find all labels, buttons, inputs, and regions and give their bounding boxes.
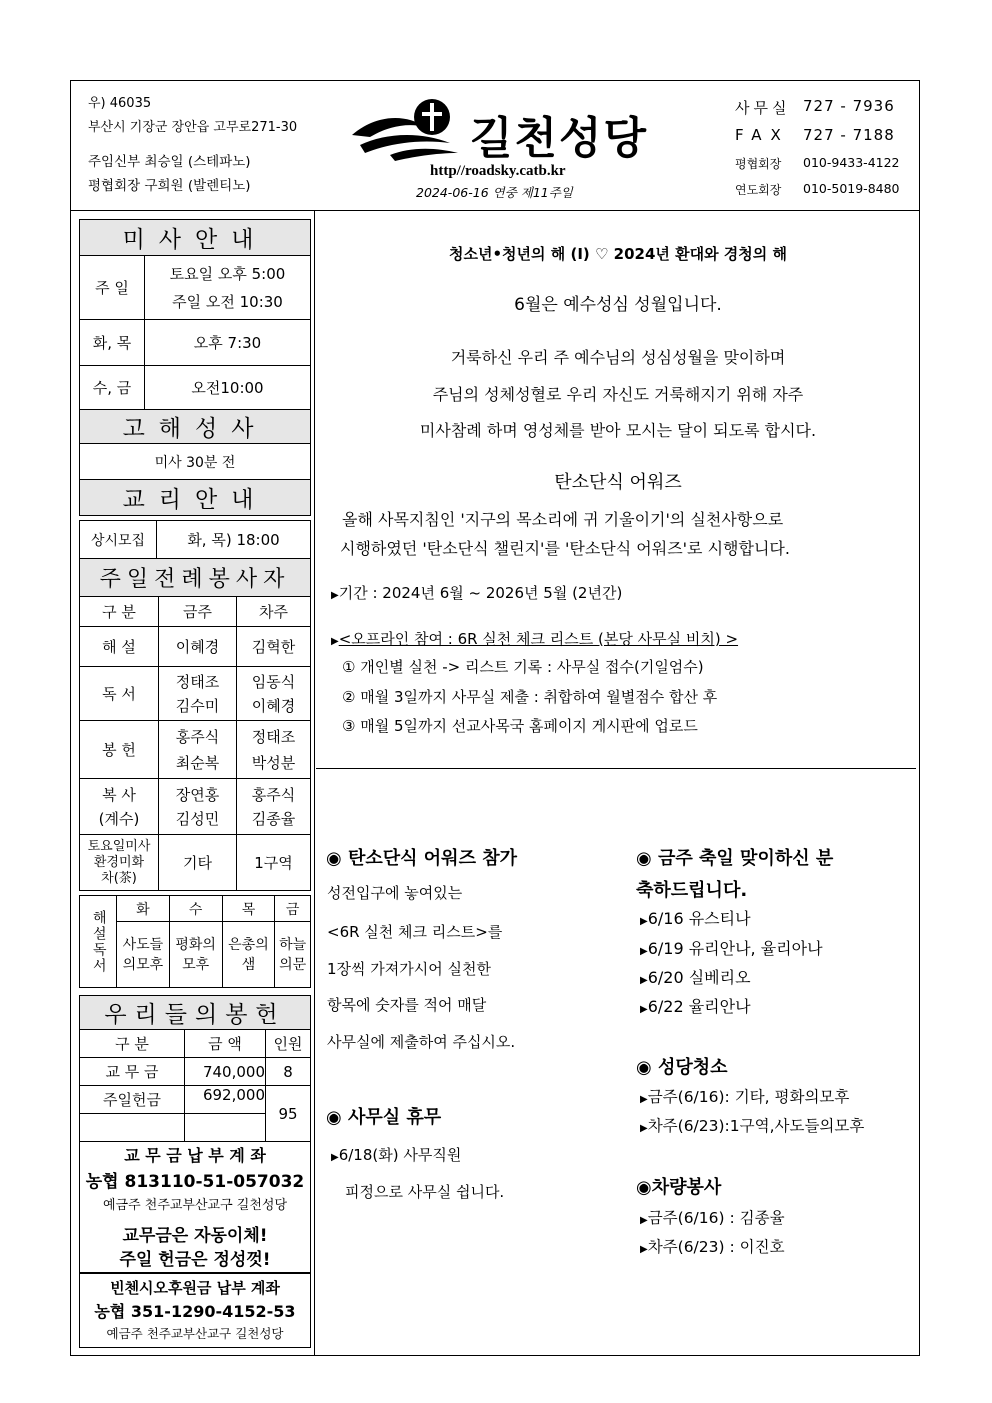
triangle-icon: ▶ (640, 1123, 648, 1134)
servers-header-role: 구 분 (80, 597, 159, 627)
triangle-icon: ▶ (640, 1004, 648, 1015)
mass-day-sunday: 주 일 (80, 256, 145, 320)
awards-title: 탄소단식 어워즈 (554, 472, 682, 493)
website: http//roadsky.catb.kr (430, 163, 566, 179)
feast-title-2: 축하드립니다. (636, 880, 748, 901)
mass-day-tue: 화, 목 (80, 320, 145, 366)
triangle-icon: ▶ (640, 975, 648, 986)
council-president: 평협회장 구희원 (발렌티노) (88, 178, 251, 194)
office-line-1: 6/18(화) 사무직원 (338, 1146, 462, 1164)
month-title: 6월은 예수성심 성월입니다. (514, 295, 722, 315)
offering-header-amount: 금 액 (185, 1030, 266, 1058)
feast-item-4 (640, 994, 751, 1017)
vehicle-item-1 (640, 1206, 785, 1228)
offering-amount-dues: 740,000 (185, 1058, 266, 1086)
participate-line-5: 사무실에 제출하여 주십시오. (327, 1033, 516, 1051)
weekday-group-fri: 하늘 의문 (275, 922, 311, 988)
section-divider (316, 768, 916, 769)
weekday-day-thu: 목 (222, 896, 275, 922)
offering-title: 우리들의봉헌 (80, 996, 311, 1030)
catechism-value: 화, 목) 18:00 (157, 521, 311, 559)
period-text: 기간 : 2024년 6월 ~ 2026년 5월 (2년간) (338, 584, 623, 602)
server-this-altar-1: 장연홍 (175, 785, 220, 804)
confession-text: 미사 30분 전 (80, 444, 311, 480)
account-number: 농협 813110-51-057032 (85, 1172, 305, 1192)
triangle-icon: ▶ (640, 1215, 648, 1226)
church-logo-icon (350, 95, 470, 165)
participate-line-4: 항목에 숫자를 적어 매달 (327, 996, 487, 1014)
vehicle-text-1: 금주(6/16) : 김종율 (647, 1209, 785, 1227)
notice-auto-transfer: 교무금은 자동이체! (122, 1226, 268, 1246)
month-line-3: 미사참례 하며 영성체를 받아 모시는 달이 되도록 합시다. (419, 421, 817, 440)
mass-title: 미사안내 (80, 220, 311, 256)
participate-line-3: 1장씩 가져가시어 실천한 (327, 960, 491, 978)
contact-label-office: 사무실 (735, 99, 791, 117)
feast-text-1: 6/16 유스티나 (647, 909, 751, 928)
office-title: ◉ 사무실 휴무 (326, 1107, 442, 1128)
awards-line-2: 시행하였던 '탄소단식 챌린지'를 '탄소단식 어워즈'로 시행합니다. (340, 539, 790, 558)
mass-time-sat: 토요일 오후 5:00 (169, 264, 286, 283)
column-divider (314, 210, 315, 1356)
contact-value-council: 010-9433-4122 (803, 155, 900, 170)
contact-label-fax: FAX (735, 126, 790, 144)
server-this-commentary: 이혜경 (159, 627, 237, 667)
offering-header-label: 구 분 (80, 1030, 185, 1058)
vincent-title: 빈첸시오후원금 납부 계좌 (110, 1279, 280, 1297)
month-line-2: 주님의 성체성혈로 우리 자신도 거룩해지기 위해 자주 (432, 385, 804, 404)
confession-title: 고해성사 (80, 410, 311, 444)
offering-count-sunday: 95 (266, 1086, 311, 1142)
offline-line (331, 628, 738, 649)
server-this-offertory-1: 홍주식 (175, 727, 220, 746)
server-next-offertory-1: 정태조 (251, 727, 296, 746)
contact-value-yeondo: 010-5019-8480 (803, 181, 900, 196)
participate-title: ◉ 탄소단식 어워즈 참가 (326, 848, 517, 869)
mass-day-wed: 수, 금 (80, 366, 145, 410)
cleaning-title: ◉ 성당청소 (636, 1057, 728, 1078)
awards-line-1: 올해 사목지침인 '지구의 목소리에 귀 기울이기'의 실천사항으로 (342, 510, 784, 529)
server-next-reading-1: 임동식 (251, 672, 296, 691)
feast-item-2 (640, 936, 823, 959)
vincent-holder: 예금주 천주교부산교구 길천성당 (106, 1326, 284, 1341)
server-next-environment: 1구역 (237, 835, 311, 891)
server-this-environment: 기타 (159, 835, 237, 891)
server-next-reading-2: 이혜경 (251, 696, 296, 715)
server-role-environment: 토요일미사 환경미화 차(茶) (80, 835, 159, 891)
priest: 주임신부 최승일 (스테파노) (88, 154, 251, 170)
weekday-readers-table (79, 895, 311, 988)
account-holder: 예금주 천주교부산교구 길천성당 (102, 1198, 288, 1213)
offering-label-dues: 교 무 금 (80, 1058, 185, 1086)
weekday-group-thu: 은총의 샘 (222, 922, 275, 988)
weekday-day-fri: 금 (275, 896, 311, 922)
feast-text-2: 6/19 유리안나, 율리아나 (647, 939, 823, 958)
server-role-altar: 복 사 (계수) (80, 779, 159, 835)
offering-header-count: 인원 (266, 1030, 311, 1058)
mass-table (79, 219, 311, 516)
feast-item-3 (640, 965, 751, 988)
triangle-icon: ▶ (331, 590, 339, 601)
server-next-altar-2: 김종율 (251, 809, 296, 828)
server-next-altar-1: 홍주식 (251, 785, 296, 804)
vehicle-text-2: 차주(6/23) : 이진호 (647, 1238, 785, 1256)
offering-amount-sunday: 692,000 (185, 1086, 266, 1114)
mass-time-sun: 주일 오전 10:30 (172, 292, 283, 311)
month-line-1: 거룩하신 우리 주 예수님의 성심성월을 맞이하며 (450, 348, 786, 367)
mass-time-wed: 오전10:00 (145, 366, 311, 410)
mass-time-tue: 오후 7:30 (145, 320, 311, 366)
office-line-1-wrap (331, 1144, 461, 1165)
servers-header-next: 차주 (237, 597, 311, 627)
address: 부산시 기장군 장안읍 고무로271-30 (88, 120, 298, 135)
cleaning-item-1 (640, 1085, 849, 1107)
vehicle-title: ◉차량봉사 (636, 1177, 722, 1198)
participate-line-1: 성전입구에 놓여있는 (327, 884, 463, 902)
vehicle-item-2 (640, 1235, 785, 1257)
weekday-group-wed: 평화의 모후 (169, 922, 222, 988)
servers-header-this: 금주 (159, 597, 237, 627)
server-this-offertory-2: 최순복 (175, 753, 220, 772)
cleaning-item-2 (640, 1114, 864, 1136)
step-2: ② 매월 3일까지 사무실 제출 : 취합하여 월별점수 합산 후 (342, 688, 718, 706)
vincent-number: 농협 351-1290-4152-53 (94, 1302, 296, 1321)
weekday-day-wed: 수 (169, 896, 222, 922)
office-line-2: 피정으로 사무실 쉽니다. (345, 1183, 505, 1201)
server-role-reading: 독 서 (80, 667, 159, 721)
contact-label-yeondo: 연도회장 (735, 183, 782, 197)
catechism-table (79, 520, 311, 559)
cleaning-text-1: 금주(6/16): 기타, 평화의모후 (647, 1088, 850, 1106)
postcode: 우) 46035 (88, 96, 152, 111)
offering-table (79, 995, 311, 1142)
servers-table (79, 558, 311, 891)
triangle-icon: ▶ (331, 1152, 339, 1163)
weekday-day-tue: 화 (117, 896, 170, 922)
cleaning-text-2: 차주(6/23):1구역,사도들의모후 (647, 1117, 865, 1135)
notice-sunday-offering: 주일 헌금은 정성껏! (119, 1250, 271, 1270)
period-line (331, 582, 622, 603)
step-3: ③ 매월 5일까지 선교사목국 홈페이지 게시판에 업로드 (342, 717, 698, 735)
contact-value-fax: 727 - 7188 (803, 126, 895, 144)
triangle-icon: ▶ (331, 636, 339, 647)
catechism-title: 교리안내 (80, 480, 311, 516)
triangle-icon: ▶ (640, 916, 648, 927)
contact-label-council: 평협회장 (735, 157, 782, 171)
server-this-reading-2: 김수미 (175, 696, 220, 715)
triangle-icon: ▶ (640, 1244, 648, 1255)
church-name: 길천성당 (470, 113, 649, 164)
offline-text: <오프라인 참여 : 6R 실천 체크 리스트 (본당 사무실 비치) > (338, 630, 739, 648)
servers-title: 주일전례봉사자 (80, 559, 311, 597)
triangle-icon: ▶ (640, 1094, 648, 1105)
step-1: ① 개인별 실천 -> 리스트 기록 : 사무실 접수(기일엄수) (342, 658, 704, 676)
triangle-icon: ▶ (640, 946, 648, 957)
weekday-group-tue: 사도들 의모후 (117, 922, 170, 988)
server-next-offertory-2: 박성분 (251, 753, 296, 772)
feast-title-1: ◉ 금주 축일 맞이하신 분 (636, 848, 834, 869)
account-title: 교 무 금 납 부 계 좌 (124, 1146, 266, 1165)
offering-label-sunday: 주일헌금 (80, 1086, 185, 1114)
banner: 청소년•청년의 해 (I) ♡ 2024년 환대와 경청의 해 (449, 245, 787, 263)
header-divider (70, 210, 920, 211)
feast-item-1 (640, 906, 751, 929)
weekday-label: 해설독서 (80, 896, 117, 988)
participate-line-2: <6R 실천 체크 리스트>를 (327, 923, 503, 941)
contact-value-office: 727 - 7936 (803, 97, 895, 115)
server-this-reading-1: 정태조 (175, 672, 220, 691)
catechism-label: 상시모집 (80, 521, 157, 559)
offering-count-dues: 8 (266, 1058, 311, 1086)
server-this-altar-2: 김성민 (175, 809, 220, 828)
feast-text-3: 6/20 실베리오 (647, 968, 751, 987)
feast-text-4: 6/22 율리안나 (647, 997, 751, 1016)
server-role-commentary: 해 설 (80, 627, 159, 667)
date-line: 2024-06-16 연중 제11주일 (416, 185, 573, 200)
server-next-commentary: 김혁한 (237, 627, 311, 667)
server-role-offertory: 봉 헌 (80, 721, 159, 779)
